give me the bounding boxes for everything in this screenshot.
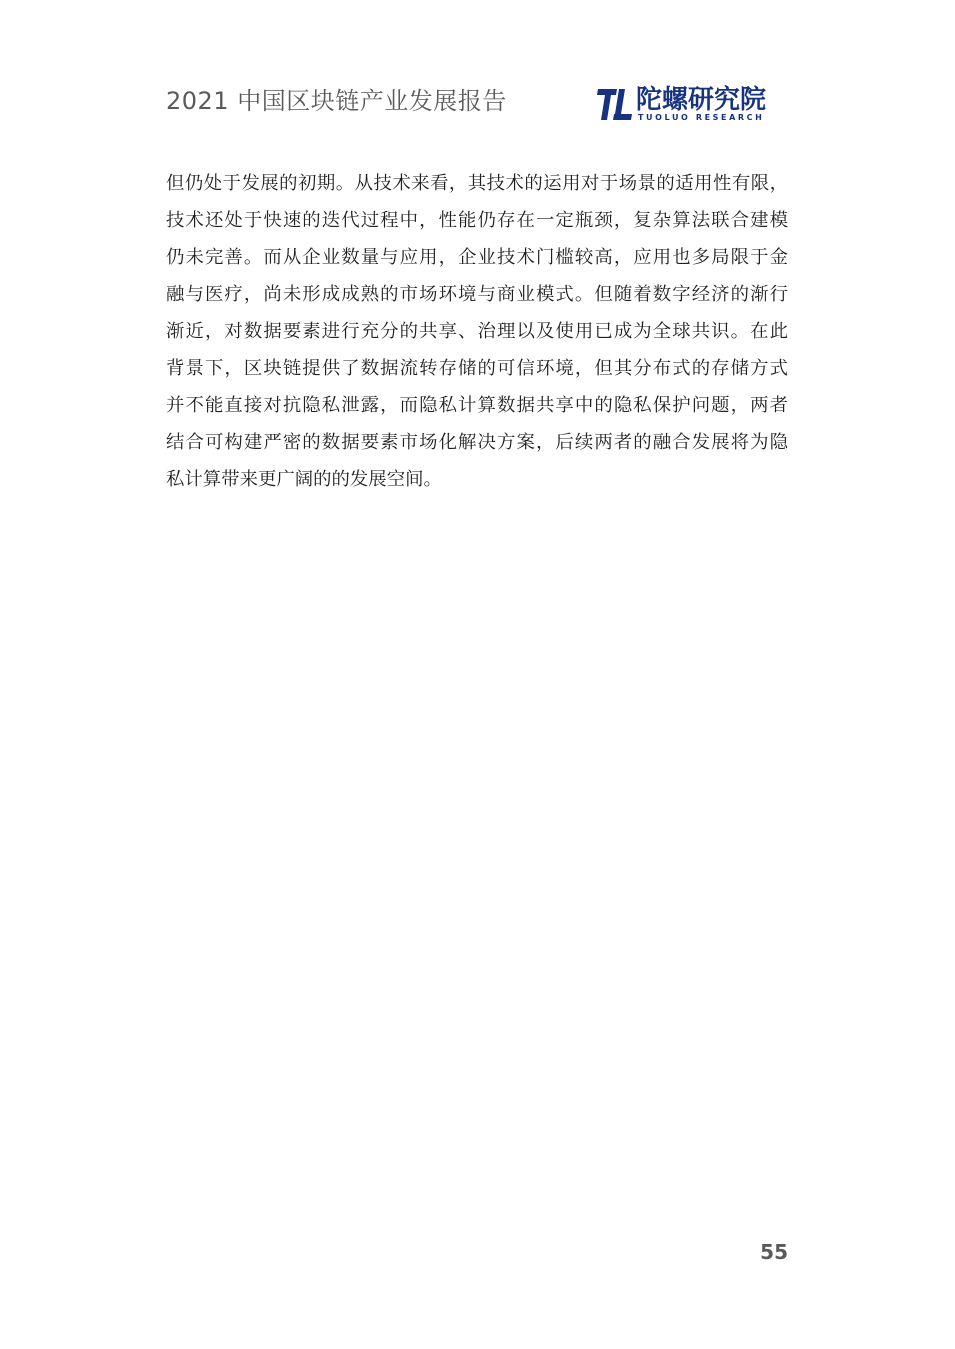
paragraph-line: 技术还处于快速的迭代过程中，性能仍存在一定瓶颈，复杂算法联合建模	[166, 210, 788, 231]
paragraph-line: 融与医疗，尚未形成成熟的市场环境与商业模式。但随着数字经济的渐行	[166, 284, 788, 305]
paragraph-line: 渐近，对数据要素进行充分的共享、治理以及使用已成为全球共识。在此	[166, 321, 788, 342]
paragraph-line: 但仍处于发展的初期。从技术来看，其技术的运用对于场景的适用性有限，	[166, 173, 788, 194]
logo-name: 陀螺研究院	[636, 85, 767, 115]
paragraph-line: 背景下，区块链提供了数据流转存储的可信环境，但其分布式的存储方式	[166, 358, 788, 379]
paragraph-line: 私计算带来更广阔的的发展空间。	[166, 469, 442, 490]
paragraph-line: 并不能直接对抗隐私泄露，而隐私计算数据共享中的隐私保护问题，两者	[166, 395, 788, 416]
logo-subtitle: TUOLUO RESEARCH	[638, 113, 765, 122]
tuoluo-research-logo	[596, 86, 772, 124]
page-number: 55	[760, 1240, 788, 1264]
body-paragraph	[166, 165, 788, 498]
tl-logo-mark-icon	[596, 88, 633, 121]
report-title: 2021 中国区块链产业发展报告	[166, 87, 507, 115]
paragraph-line: 结合可构建严密的数据要素市场化解决方案，后续两者的融合发展将为隐	[166, 432, 788, 453]
paragraph-line: 仍未完善。而从企业数量与应用，企业技术门槛较高，应用也多局限于金	[166, 247, 788, 268]
